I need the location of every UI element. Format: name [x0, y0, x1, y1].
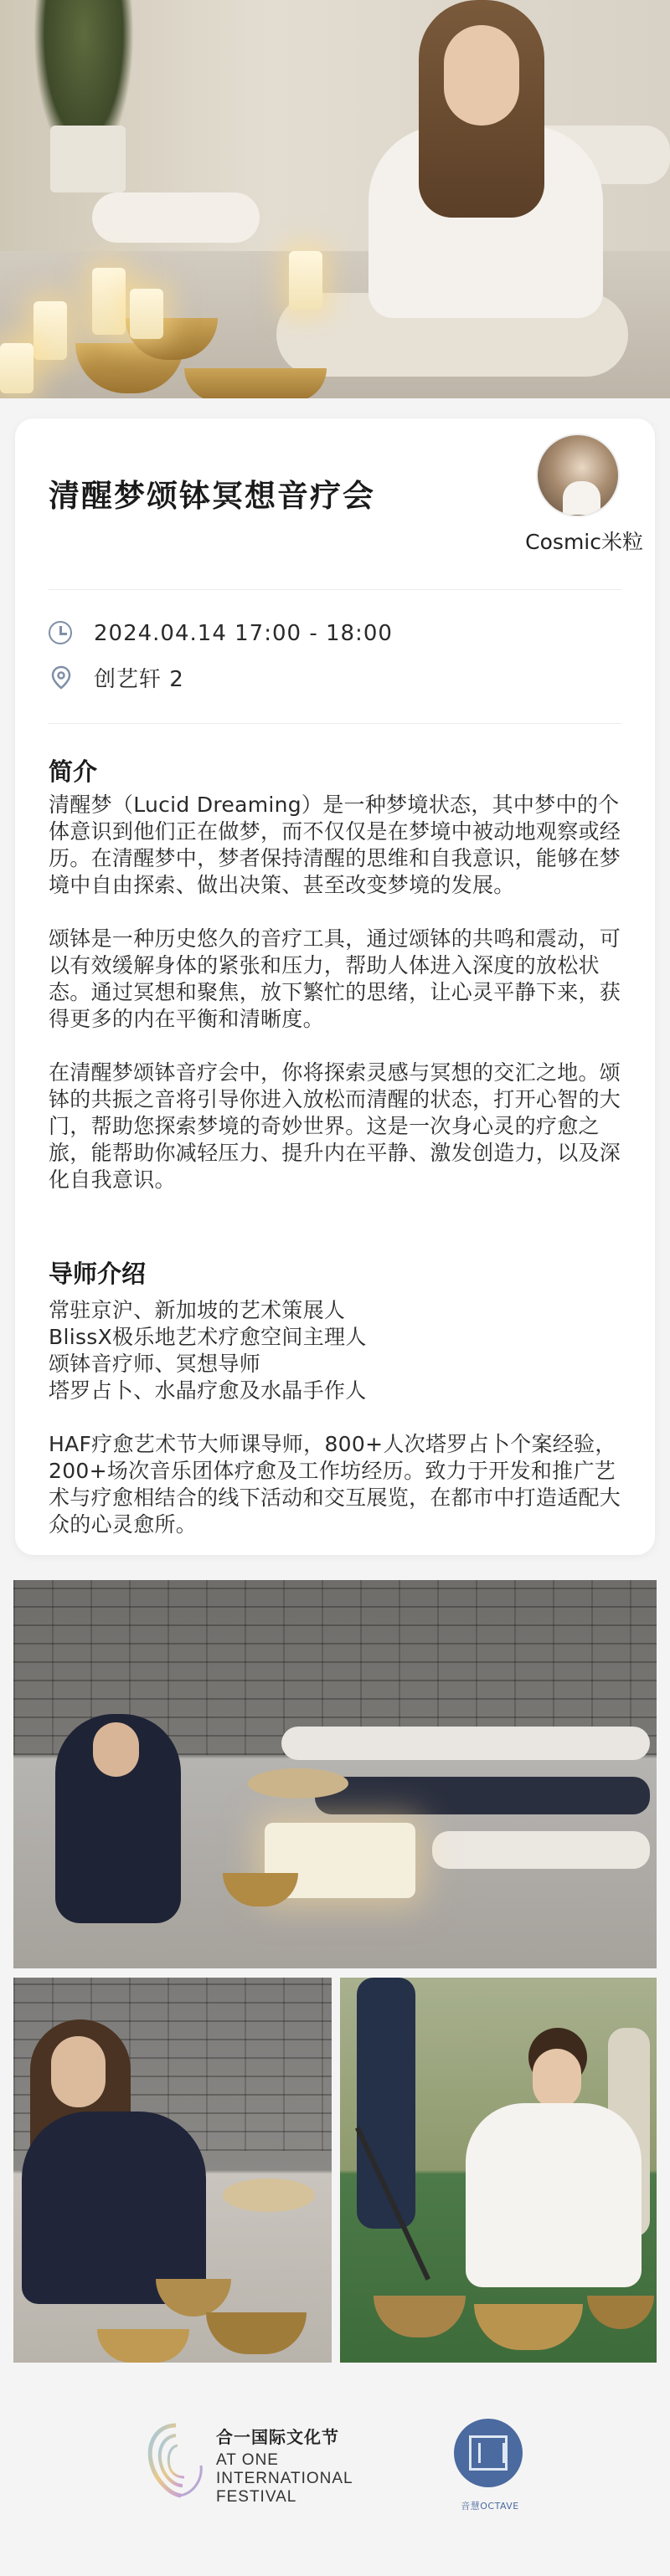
- atone-festival-logo-icon: [142, 2419, 209, 2502]
- host-face: [51, 2036, 106, 2107]
- drum-stand: [223, 2178, 315, 2212]
- intro-paragraph: 在清醒梦颂钵音疗会中，你将探索灵感与冥想的交汇之地。颂钵的共振之音将引导你进入放松而清醒的状态，打开心智的大门，帮助您探索梦境的奇妙世界。这是一次身心灵的疗愈之旅，能帮助你减轻压力、提升内在平静、激发创造力，以及深化自我意识。: [49, 1060, 621, 1192]
- atone-festival-wordmark: [216, 2424, 409, 2507]
- event-datetime: 2024.04.14 17:00 - 18:00: [94, 621, 393, 646]
- event-time-row: [49, 619, 393, 648]
- octave-label: 音慧OCTAVE: [461, 2501, 519, 2512]
- mentor-line: 塔罗占卜、水晶疗愈及水晶手作人: [49, 1378, 367, 1403]
- singing-bowl: [184, 368, 327, 398]
- hero-photo: [0, 0, 670, 398]
- singing-bowl: [97, 2329, 189, 2363]
- atone-festival-name-en: INTERNATIONAL: [216, 2470, 353, 2487]
- event-card: [15, 418, 655, 1555]
- host-face: [533, 2049, 581, 2109]
- candle: [130, 289, 163, 339]
- singing-bowl: [156, 2279, 231, 2317]
- host-figure: [466, 2103, 642, 2287]
- mentor-line: 常驻京沪、新加坡的艺术策展人: [49, 1298, 346, 1322]
- singing-bowl: [587, 2296, 654, 2329]
- singing-bowl: [474, 2304, 583, 2350]
- author-name[interactable]: Cosmic米粒: [525, 530, 643, 554]
- host-face: [93, 1722, 139, 1777]
- intro-paragraph: 清醒梦（Lucid Dreaming）是一种梦境状态，其中梦中的个体意识到他们正在做梦，而不仅仅是在梦境中被动地观察或经历。在清醒梦中，梦者保持清醒的思维和自我意识，能够在梦境中自由探索、做出决策、甚至改变梦境的发展。: [49, 793, 621, 897]
- octave-logo-icon: [454, 2419, 523, 2487]
- plant-pot: [50, 126, 126, 192]
- atone-festival-name-en: AT ONE: [216, 2451, 279, 2469]
- event-photo-group: [13, 1580, 657, 1968]
- atone-festival-name-zh: 合一国际文化节: [216, 2427, 339, 2447]
- candle: [289, 251, 322, 310]
- mentor-line: 颂钵音疗师、冥想导师: [49, 1352, 261, 1376]
- candle: [34, 301, 67, 360]
- candle: [0, 343, 34, 393]
- divider: [49, 589, 621, 590]
- event-photo-outdoor: [340, 1978, 657, 2363]
- participant-lying: [92, 192, 260, 243]
- host-figure: [22, 2112, 206, 2304]
- singing-bowl: [206, 2312, 307, 2354]
- singing-bowl: [374, 2296, 466, 2337]
- event-location: 创艺轩 2: [94, 666, 184, 692]
- participant-row: [281, 1727, 650, 1760]
- atone-festival-name-en: FESTIVAL: [216, 2488, 297, 2506]
- candle: [92, 268, 126, 335]
- intro-heading: 简介: [49, 757, 98, 786]
- clock-icon: [49, 621, 74, 646]
- singing-bowl: [223, 1873, 298, 1906]
- divider: [49, 723, 621, 724]
- location-pin-icon: [49, 665, 74, 690]
- event-location-row: [49, 663, 184, 691]
- mentor-text: [49, 1297, 626, 1538]
- author-avatar[interactable]: [536, 434, 620, 517]
- mentor-bio: HAF疗愈艺术节大师课导师，800+人次塔罗占卜个案经验，200+场次音乐团体疗愈及工作坊经历。致力于开发和推广艺术与疗愈相结合的线下活动和交互展览，在都市中打造适配大众的心灵愈所。: [49, 1432, 621, 1537]
- host-face: [444, 25, 519, 126]
- participant-row: [315, 1777, 650, 1814]
- event-title: 清醒梦颂钵冥想音疗会: [49, 478, 375, 514]
- intro-paragraph: 颂钵是一种历史悠久的音疗工具，通过颂钵的共鸣和震动，可以有效缓解身体的紧张和压力，帮助人体进入深度的放松状态。通过冥想和聚焦，放下繁忙的思绪，让心灵平静下来，获得更多的内在平衡和清晰度。: [49, 926, 621, 1031]
- mentor-line: BlissX极乐地艺术疗愈空间主理人: [49, 1325, 367, 1349]
- intro-text: [49, 792, 626, 1193]
- event-photo-host: [13, 1978, 332, 2363]
- mentor-heading: 导师介绍: [49, 1260, 147, 1288]
- floor-mat: [248, 1768, 348, 1799]
- participant-row: [432, 1831, 650, 1869]
